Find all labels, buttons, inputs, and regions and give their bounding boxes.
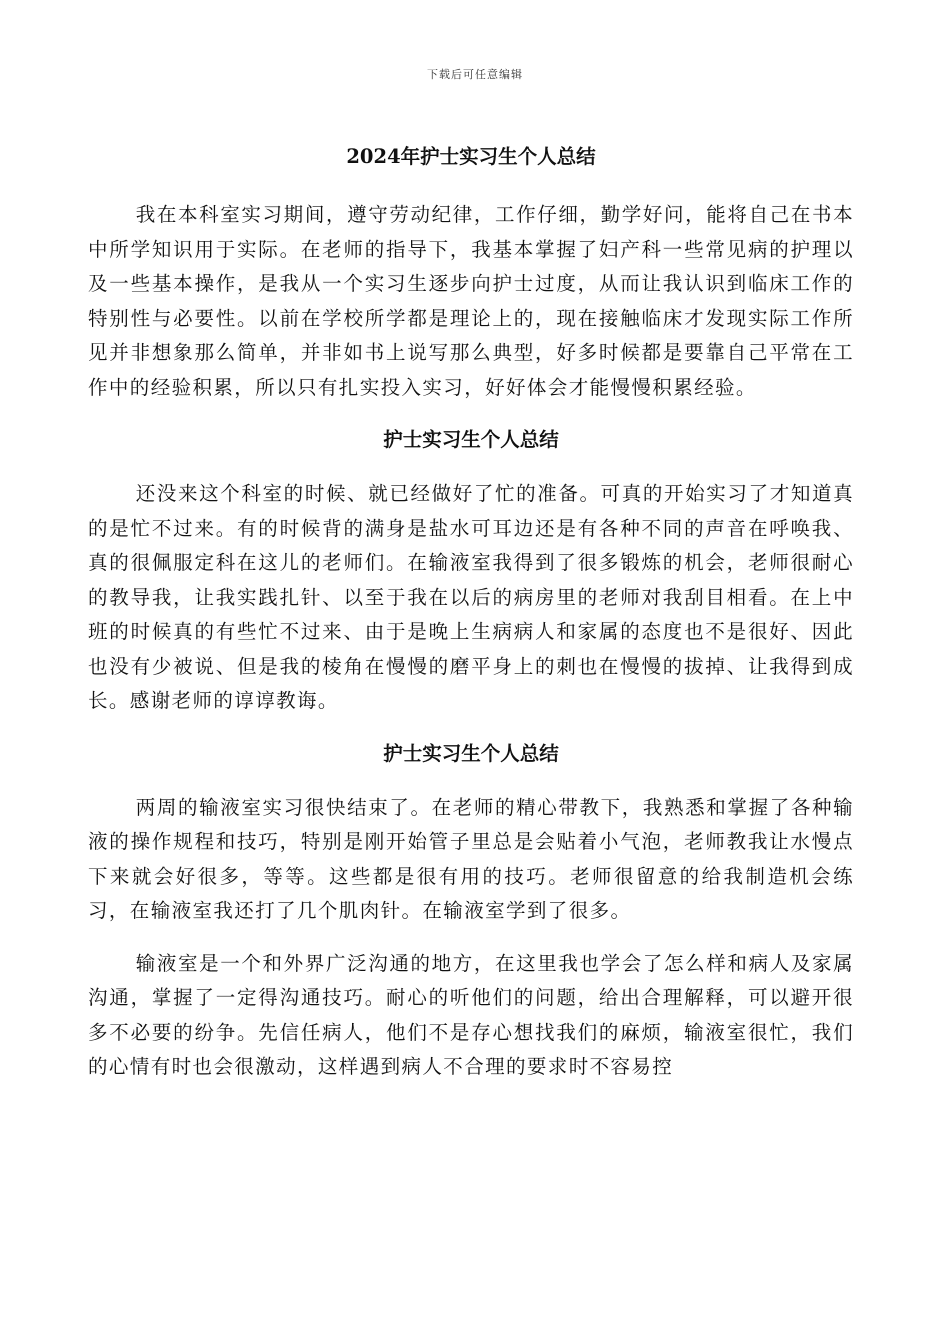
section-heading: 护士实习生个人总结 [383, 741, 559, 765]
summary-section-3 [88, 737, 854, 1085]
paragraph: 还没来这个科室的时候、就已经做好了忙的准备。可真的开始实习了才知道真的是忙不过来。有的时候背的满身是盐水可耳边还是有各种不同的声音在呼唤我、真的很佩服定科在这儿的老师们。在输液室我得到了很多锻炼的机会，老师很耐心的教导我，让我实践扎针、以至于我在以后的病房里的老师对我刮目相看。在上中班的时候真的有些忙不过来、由于是晚上生病病人和家属的态度也不是很好、因此也没有少被说、但是我的棱角在慢慢的磨平身上的刺也在慢慢的拔掉、让我得到成长。感谢老师的谆谆教诲。 [88, 482, 854, 712]
document-body [88, 140, 854, 1085]
page-header-note: 下载后可任意编辑 [427, 68, 523, 81]
paragraph: 输液室是一个和外界广泛沟通的地方，在这里我也学会了怎么样和病人及家属沟通，掌握了一定得沟通技巧。耐心的听他们的问题，给出合理解释，可以避开很多不必要的纷争。先信任病人，他们不是存心想找我们的麻烦，输液室很忙，我们的心情有时也会很激动，这样遇到病人不合理的要求时不容易控 [88, 951, 854, 1078]
paragraph: 我在本科室实习期间，遵守劳动纪律，工作仔细，勤学好问，能将自己在书本中所学知识用于实际。在老师的指导下，我基本掌握了妇产科一些常见病的护理以及一些基本操作，是我从一个实习生逐步向护士过度，从而让我认识到临床工作的特别性与必要性。以前在学校所学都是理论上的，现在接触临床才发现实际工作所见并非想象那么简单，并非如书上说写那么典型，好多时候都是要靠自己平常在工作中的经验积累，所以只有扎实投入实习，好好体会才能慢慢积累经验。 [88, 203, 854, 399]
section-heading: 护士实习生个人总结 [383, 428, 559, 451]
paragraph: 两周的输液室实习很快结束了。在老师的精心带教下，我熟悉和掌握了各种输液的操作规程和技巧，特别是刚开始管子里总是会贴着小气泡，老师教我让水慢点下来就会好很多，等等。这些都是很有用的技巧。老师很留意的给我制造机会练习，在输液室我还打了几个肌肉针。在输液室学到了很多。 [88, 795, 854, 922]
summary-section-2 [88, 423, 854, 719]
summary-section-1 [88, 198, 854, 405]
document-title: 2024年护士实习生个人总结 [346, 145, 596, 168]
